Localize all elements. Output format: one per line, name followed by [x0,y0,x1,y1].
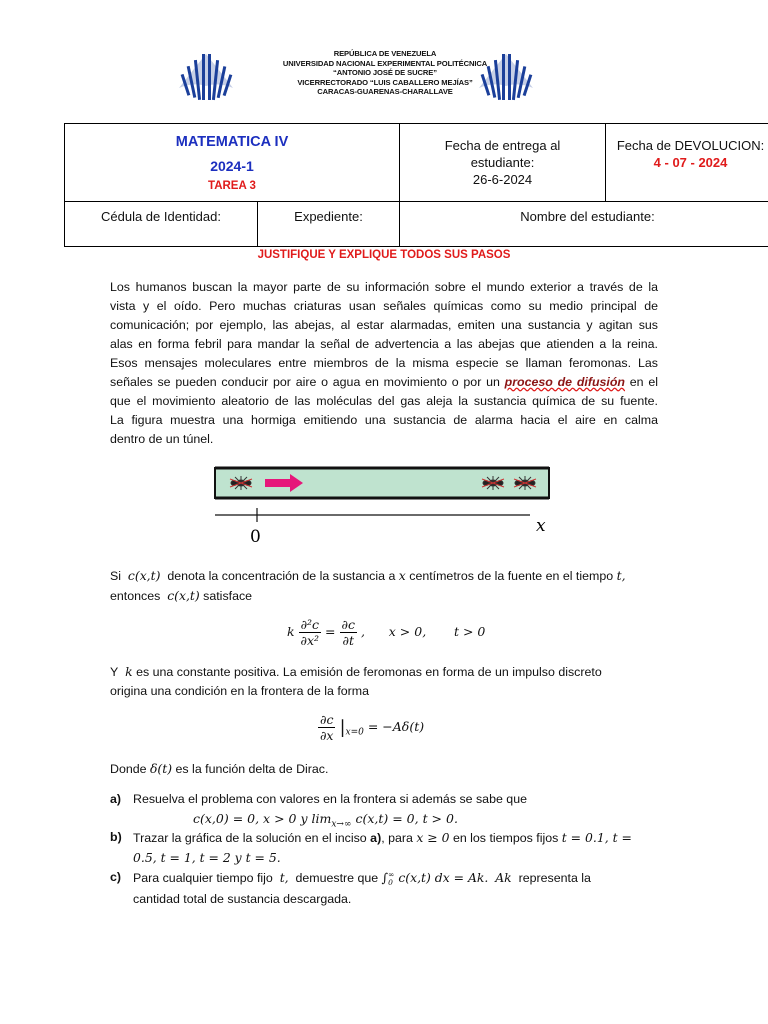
file-label: Expediente: [294,209,363,224]
numerator: ∂c [341,617,355,632]
math-expression: c(x,t) dx = Ak. [398,870,489,885]
text-line: alas en forma febril para mandar la señal de advertencia a las abejas que atienden a la reina. [110,337,658,351]
text-line [110,373,658,392]
text-line: Esos mensajes moleculares entre miembros de la misma especie se llaman feromonas. Las [110,356,658,370]
denominator: ∂t [342,633,354,648]
delivery-label-2: estudiante: [470,155,535,170]
math-expression: Ak [495,870,512,885]
text-line: origina una condición en la frontera de la forma [110,684,369,698]
text-segment: Trazar la gráfica de la solución en el inciso [133,831,367,845]
return-date: 4 - 07 - 2024 [653,155,728,170]
instruction-heading: JUSTIFIQUE Y EXPLIQUE TODOS SUS PASOS [257,249,511,261]
math-expression: t, [616,568,626,583]
text-segment: señales se pueden conducir por aire o agua en movimiento o por un [110,375,500,389]
course-name: MATEMATICA IV [175,134,289,150]
highlighted-term: proceso de difusión [504,375,626,389]
fraction [299,617,321,648]
student-name-field[interactable] [400,202,768,247]
text-segment: centímetros de la fuente en el tiempo [409,569,614,583]
institution-line: UNIVERSIDAD NACIONAL EXPERIMENTAL POLITÉCNICA [282,58,488,68]
assignment-header-table [64,123,768,247]
item-b-label: b) [110,830,122,844]
id-label: Cédula de Identidad: [101,209,221,224]
course-cell [65,124,400,202]
math-condition: , x > 0, t > 0 [360,624,486,639]
fraction [340,617,357,648]
upper-limit: ∞ [388,869,395,879]
math-symbol: k [287,624,295,639]
text-line: La figura muestra una hormiga emitiendo una sustancia de alarma hacia el aire en calma [110,413,658,427]
constant-text [110,662,602,701]
institution-line: REPÚBLICA DE VENEZUELA [333,49,437,58]
text-segment: en el [629,375,658,389]
delivery-date: 26-6-2024 [472,172,533,187]
denominator: ∂x² [300,633,320,648]
text-line [110,662,602,682]
subscript: x→∞ [331,819,352,830]
text-line [110,566,626,586]
text-line [133,828,632,848]
institution-header [240,49,530,97]
text-segment: denota la concentración de la sustancia a [167,569,396,583]
course-term: 2024-1 [210,158,254,174]
text-segment: en los tiempos fijos [452,831,559,845]
math-expression: c(x,0) = 0, x > 0 y lim [193,811,332,826]
subscript: x=0 [345,727,364,738]
math-expression: t, [279,870,289,885]
dirac-text [110,761,328,776]
item-reference: a) [370,831,382,845]
text-line: 0.5, t = 1, t = 2 y t = 5. [133,850,281,865]
integral-expression [382,870,489,885]
text-line [133,868,591,888]
text-segment: Y [110,665,119,679]
fraction [318,712,335,743]
text-line: dentro de un túnel. [110,432,214,446]
id-field[interactable] [65,202,258,247]
concentration-text [110,566,626,606]
institution-line: VICERRECTORADO “LUIS CABALLERO MEJÍAS” [297,77,473,87]
math-expression: c(x,t) [167,588,200,603]
numerator: ∂²c [300,617,320,632]
text-segment: representa la [518,871,591,885]
axis-label: x [536,516,546,536]
item-b [133,828,632,867]
text-segment: Para cualquier tiempo fijo [133,871,273,885]
text-line: Resuelva el problema con valores en la frontera si además se sabe que [133,792,527,806]
tunnel-figure [205,462,565,547]
math-symbol: = [325,624,336,639]
text-segment: es la función delta de Dirac. [175,762,329,776]
text-line: cantidad total de sustancia descargada. [133,892,352,906]
text-segment: Si [110,569,122,583]
item-c-label: c) [110,870,122,884]
delivery-label: Fecha de entrega al [444,138,561,153]
text-segment: es una constante positiva. La emisión de feromonas en forma de un impulso discreto [136,665,602,679]
lower-limit: 0 [388,877,393,887]
item-c [133,868,591,909]
text-segment: demuestre que [295,871,379,885]
file-field[interactable] [258,202,400,247]
text-line: que el movimiento aleatorio de las moléculas del gas aleja la sustancia química de su fuente. [110,394,658,408]
numerator: ∂c [320,712,334,727]
text-segment: Donde [110,762,147,776]
denominator: ∂x [319,728,334,743]
text-segment: , para [381,831,413,845]
math-expression: t = 0.1, t = [561,830,632,845]
text-line: comunicación; por ejemplo, las abejas, al estar alarmadas, emiten una sustancia y agitan sus [110,318,658,332]
return-date-cell [606,124,768,202]
boundary-condition: $\frac{\partial c}{\partial x}$ $|_{x=0} = -A\delta(t)$ [319,712,425,743]
math-expression: = −Aδ(t) [367,719,425,734]
institution-line: CARACAS-GUARENAS-CHARALLAVE [317,87,453,97]
math-expression: k [125,664,133,679]
math-expression: c(x,t) [127,568,161,583]
text-line [110,586,626,606]
heat-equation [287,617,485,648]
math-expression: c(x,t) = 0, t > 0. [351,811,458,826]
return-label: Fecha de DEVOLUCION: [616,138,765,153]
text-line: vista y el oído. Pero muchas criaturas usan señales químicas como su medio principal de [110,299,658,313]
math-expression: x ≥ 0 [416,830,450,845]
item-a-label: a) [110,792,122,806]
math-expression: δ(t) [149,761,173,776]
university-logo-left [175,48,237,112]
text-segment: entonces [110,589,161,603]
integral-symbol: ∫ [381,870,389,885]
text-line: Los humanos buscan la mayor parte de su información sobre el mundo exterior a través de la [110,280,658,294]
intro-paragraph [110,278,658,449]
student-name-label: Nombre del estudiante: [520,209,655,224]
task-number: TAREA 3 [208,180,256,192]
text-segment: satisface [203,589,253,603]
origin-label: 0 [250,527,261,547]
delivery-date-cell [400,124,606,202]
institution-line: “ANTONIO JOSÉ DE SUCRE” [333,68,437,78]
math-expression: x [398,568,406,583]
